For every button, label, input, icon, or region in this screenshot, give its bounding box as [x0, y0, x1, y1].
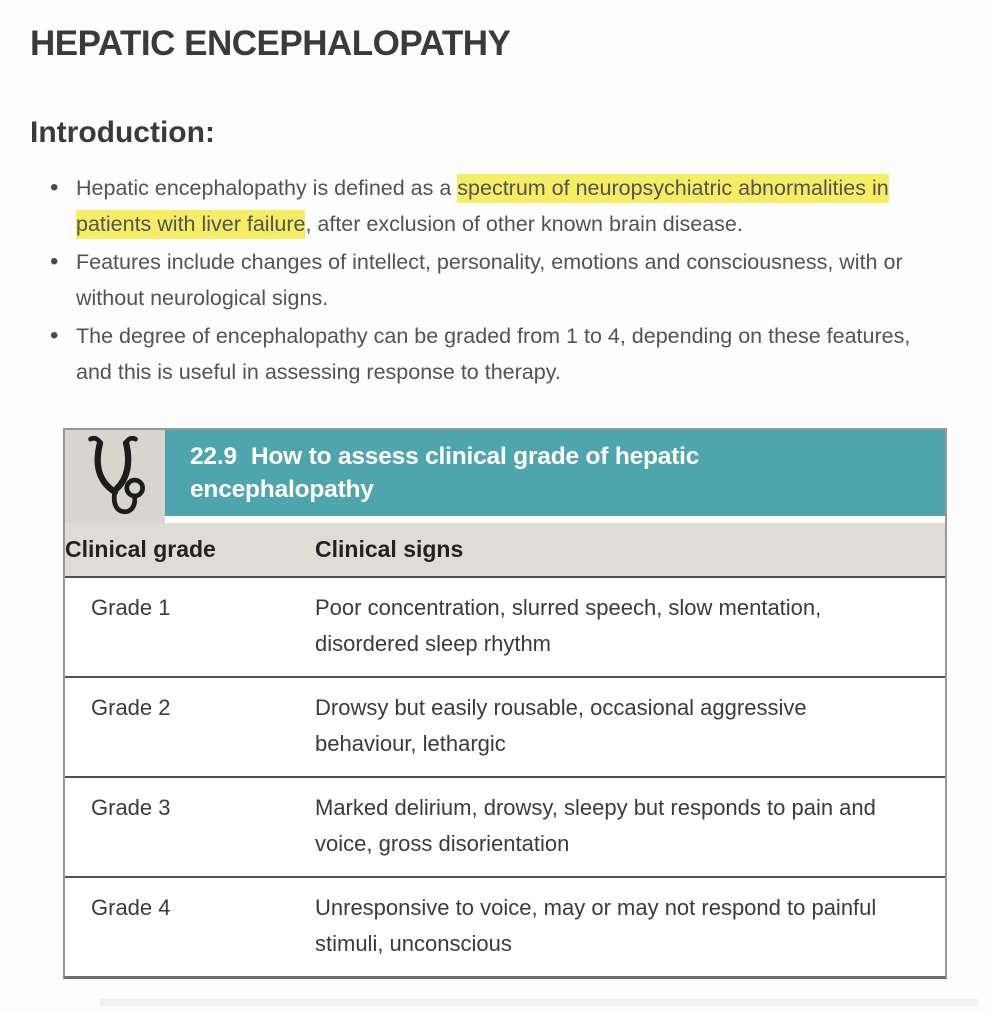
section-heading: Introduction:	[30, 116, 215, 149]
table-number: 22.9	[190, 443, 237, 470]
page-title: HEPATIC ENCEPHALOPATHY	[30, 24, 511, 63]
grade-1-label: Grade 1	[65, 577, 315, 677]
bullet-1-text-post: , after exclusion of other known brain disease.	[305, 212, 743, 236]
stethoscope-icon	[79, 436, 151, 518]
bullet-1-highlighted-text: spectrum of neuropsychiatric abnormalities in patients with liver failure	[76, 174, 889, 239]
intro-bullet-2	[48, 244, 916, 316]
clinical-grade-table	[65, 523, 945, 976]
intro-bullet-1	[48, 170, 916, 242]
grade-4-signs: Unresponsive to voice, may or may not respond to painful stimuli, unconscious	[315, 877, 945, 976]
grade-3-signs: Marked delirium, drowsy, sleepy but responds to pain and voice, gross disorientation	[315, 777, 945, 877]
table-title-band	[165, 430, 945, 516]
bullet-3-text: The degree of encephalopathy can be graded from 1 to 4, depending on these features, and this is useful in assessing response to therapy.	[76, 324, 911, 384]
grade-2-label: Grade 2	[65, 677, 315, 777]
grade-4-label: Grade 4	[65, 877, 315, 976]
table-row	[65, 577, 945, 677]
grade-1-signs: Poor concentration, slurred speech, slow mentation, disordered sleep rhythm	[315, 577, 945, 677]
intro-bullet-3	[48, 318, 916, 390]
table-row	[65, 877, 945, 976]
page-bottom-strip	[100, 999, 978, 1006]
table-row	[65, 677, 945, 777]
intro-bullet-list	[48, 170, 916, 390]
assessment-box	[63, 428, 947, 979]
grade-2-signs: Drowsy but easily rousable, occasional aggressive behaviour, lethargic	[315, 677, 945, 777]
column-header-clinical-signs: Clinical signs	[315, 523, 945, 577]
table-title: How to assess clinical grade of hepatic encephalopathy	[190, 443, 700, 503]
assessment-box-header	[65, 430, 945, 523]
bullet-1-text-pre: Hepatic encephalopathy is defined as a	[76, 176, 458, 200]
column-header-clinical-grade: Clinical grade	[65, 523, 315, 577]
icon-cell	[65, 430, 165, 523]
table-row	[65, 777, 945, 877]
table-header-row	[65, 523, 945, 577]
grade-3-label: Grade 3	[65, 777, 315, 877]
bullet-2-text: Features include changes of intellect, personality, emotions and consciousness, with or without neurological signs.	[76, 250, 903, 310]
